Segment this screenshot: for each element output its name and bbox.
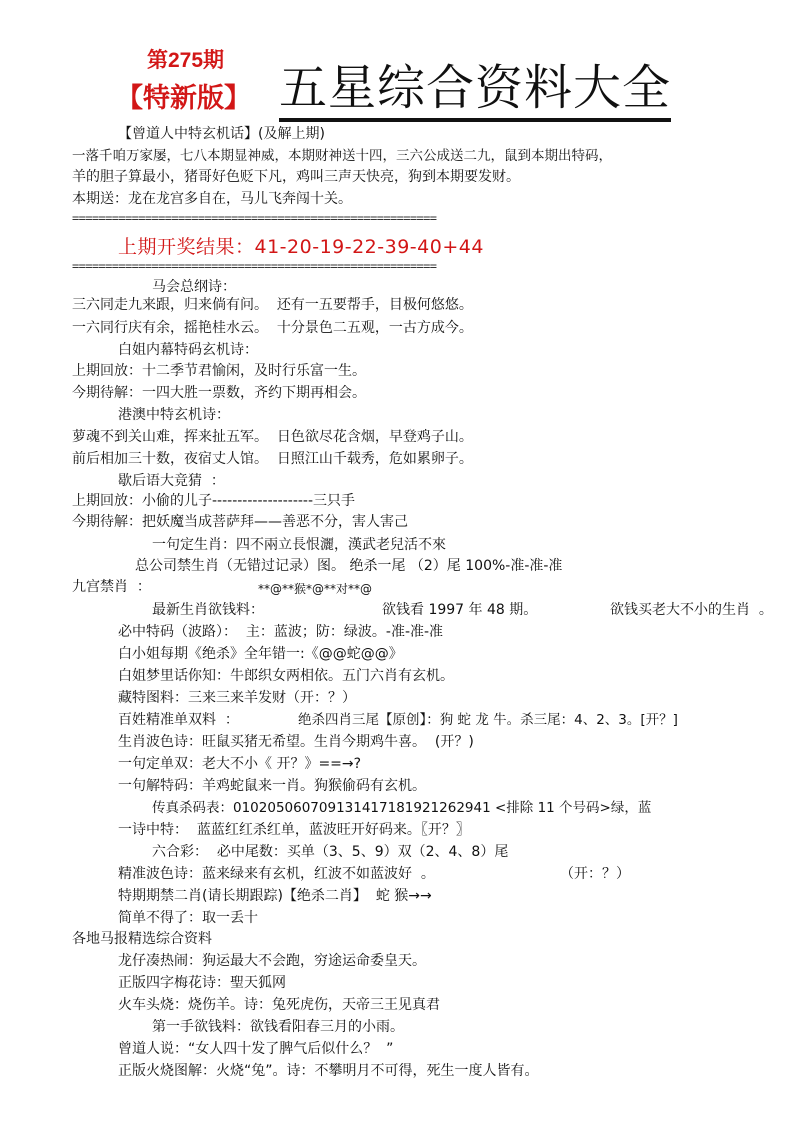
content-line: 传真杀码表：01020506070913141718192126​2941 <排除 11 个号码>绿，蓝 xyxy=(152,800,652,816)
content-line: 正版四字梅花诗：聖天狐网 xyxy=(118,975,286,991)
content-line: 龙仔凑热闹：狗运最大不会跑，穷途运命委皇天。 xyxy=(118,953,426,969)
section-heading: 各地马报精选综合资料 xyxy=(72,931,212,947)
content-line: 最新生肖欲钱料： xyxy=(152,602,264,618)
content-line: 绝杀四肖三尾【原创】：狗 蛇 龙 牛。杀三尾：4、2、3。[开？] xyxy=(298,712,678,728)
content-line: 正版火烧图解：火烧“兔”。诗：不攀明月不可得，死生一度人皆有。 xyxy=(118,1063,539,1079)
intro-line-1: 一落千咱万家屡，七八本期显神威，本期财神送十四，三六公成送二九，鼠到本期出特码， xyxy=(72,148,612,164)
content-line: 火车头烧：烧伤羊。诗：兔死虎伤，天帝三王见真君 xyxy=(118,997,440,1013)
intro-heading: 【曾道人中特玄机话】(及解上期) xyxy=(118,126,325,142)
separator-bottom: ======================================================= xyxy=(72,259,437,273)
content-line: 一诗中特： 蓝蓝红红杀红单，蓝波旺开好码来。〖开？〗 xyxy=(118,822,470,838)
content-line: 六合彩： 必中尾数：买单（3、5、9）双（2、4、8）尾 xyxy=(152,844,509,860)
content-line: 总公司禁生肖（无错过记录）图。 绝杀一尾 （2）尾 100%-准-准-准 xyxy=(135,558,563,574)
separator-top: ======================================================= xyxy=(72,211,437,225)
content-line: 今期待解：把妖魔当成菩萨拜——善恶不分，害人害己 xyxy=(72,514,408,530)
last-draw-result: 上期开奖结果：41-20-19-22-39-40+44 xyxy=(118,236,484,258)
content-line: 生肖波色诗：旺鼠买猪无希望。生肖今期鸡牛喜。 (开？) xyxy=(118,734,474,750)
content-line: 一句解特码：羊鸡蛇鼠来一肖。狗猴偷码有玄机。 xyxy=(118,778,426,794)
content-line: 必中特码（波路）： 主：蓝波；防：绿波。-准-准-准 xyxy=(118,624,444,640)
content-line: 曾道人说：“女人四十发了脾气后似什么？ ” xyxy=(118,1041,394,1057)
content-line: 今期待解：一四大胜一票数，齐约下期再相会。 xyxy=(72,385,366,401)
content-line: 上期回放：小偷的儿子--------------------三只手 xyxy=(72,493,356,509)
content-line: 白姐内幕特码玄机诗： xyxy=(118,342,258,358)
intro-line-2: 羊的胆子算最小，猪哥好色贬下凡，鸡叫三声天快亮，狗到本期要发财。 xyxy=(72,169,520,185)
content-line: 百姓精准单双料 ： xyxy=(118,712,239,728)
content-line: 一句定生肖：四不兩立長恨灑，漢武老兒活不來 xyxy=(152,537,446,553)
content-line: 特期期禁二肖(请长期跟踪)【绝杀二肖】 蛇 猴→→ xyxy=(118,888,432,904)
content-line: 一六同行庆有余，摇艳桂水云。 十分景色二五观，一古方成今。 xyxy=(72,320,473,336)
content-line: 藏特图料：三来三来羊发财（开：？） xyxy=(118,690,356,706)
content-line: 精准波色诗：蓝来绿来有玄机，红波不如蓝波好 。 xyxy=(118,866,435,882)
content-line: 欲钱买老大不小的生肖 。 xyxy=(610,602,773,618)
intro-line-3: 本期送：龙在龙宫多自在，马儿飞奔闯十关。 xyxy=(72,191,352,207)
page-title: 五星综合资料大全 xyxy=(279,58,671,122)
issue-number: 第275期 xyxy=(147,49,225,72)
content-line: 简单不得了：取一丢十 xyxy=(118,910,258,926)
content-line: 第一手欲钱料：欲钱看阳春三月的小雨。 xyxy=(152,1019,404,1035)
content-line: 欲钱看 1997 年 48 期。 xyxy=(382,602,538,618)
content-line: 一句定单双：老大不小《 开？》==→? xyxy=(118,756,362,772)
content-line: 三六同走九来跟，归来倘有问。 还有一五要帮手，目极何悠悠。 xyxy=(72,297,473,313)
content-line: 白小姐每期《绝杀》全年错一:《@@蛇@@》 xyxy=(118,646,403,662)
content-line: 白姐梦里话你知：牛郎织女两相依。五门六肖有玄机。 xyxy=(118,668,454,684)
content-line: （开：？） xyxy=(560,866,630,882)
content-line: 萝魂不到关山难，挥来扯五军。 日色欲尽花含烟，早登鸡子山。 xyxy=(72,429,473,445)
content-line: 九宫禁肖 ： xyxy=(72,579,151,595)
content-line: 前后相加三十数，夜宿丈人馆。 日照江山千载秀，危如累卵子。 xyxy=(72,451,473,467)
content-line: 港澳中特玄机诗： xyxy=(118,407,230,423)
content-line: 歇后语大竞猜 ： xyxy=(118,473,225,489)
content-line: 马会总纲诗： xyxy=(152,279,236,295)
content-line: 上期回放：十二季节君愉闲，及时行乐富一生。 xyxy=(72,363,366,379)
content-line: **@**猴*@**对**@ xyxy=(258,582,373,596)
edition-label: 【特新版】 xyxy=(116,83,251,114)
